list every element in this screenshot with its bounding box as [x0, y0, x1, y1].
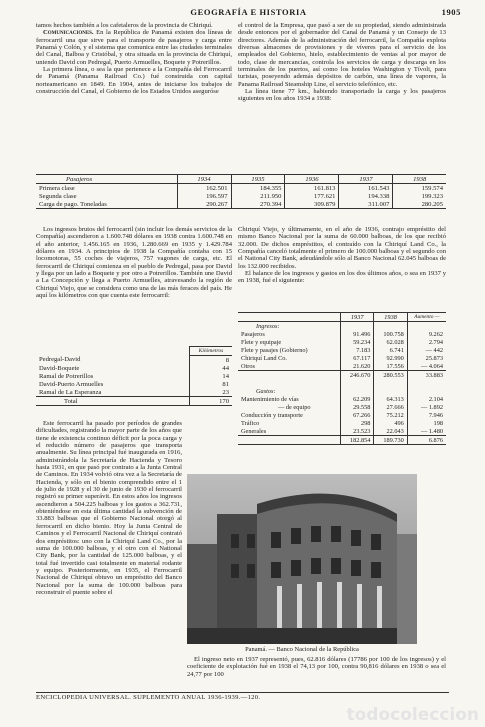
- table-header: 1938: [374, 313, 407, 322]
- table-row: [36, 380, 232, 388]
- cell: — 1.480: [407, 427, 446, 436]
- lower-left-column: [36, 420, 182, 596]
- cell: 159.574: [393, 184, 446, 193]
- spacer-row: [238, 379, 446, 387]
- cell: 17.556: [374, 362, 407, 371]
- cell: 496: [374, 419, 407, 427]
- spacer: [238, 313, 341, 322]
- row-label: Segunda clase: [39, 192, 77, 200]
- table-row: [36, 200, 446, 209]
- table-header: 1937: [341, 313, 374, 322]
- cell: — 1.892: [407, 403, 446, 411]
- subtotal-row: [238, 371, 446, 380]
- spacer: [36, 347, 190, 356]
- traffic-table: [36, 174, 446, 209]
- table-row: [36, 388, 232, 397]
- row-label: Primera clase: [39, 184, 75, 192]
- cell: 270.394: [231, 200, 285, 209]
- cell: 161.543: [339, 184, 393, 193]
- spacer: [341, 322, 374, 331]
- cell: 25.873: [407, 354, 446, 362]
- top-right-column: [238, 22, 446, 103]
- cell: 184.355: [231, 184, 285, 193]
- balance-table: [238, 312, 446, 445]
- table-header-row: [238, 313, 446, 322]
- row-label: Tráfico: [241, 419, 260, 427]
- cell: 92.990: [374, 354, 407, 362]
- row-label: Mantenimiento de vías: [241, 395, 299, 403]
- table-row: [238, 411, 446, 419]
- table-header: 1936: [285, 175, 339, 184]
- paragraph: Los ingresos brutos del ferrocarril (sin incluir los demás servicios de la Compañía) ascendieron a 1.600.748 dólares en 1938 contra 1.600.748 en el año anterior, 1.456.165 en 1936, 1.280.669 en 1935 y 1.429.784 dólares en 1934. A principios de 1938 la Compañía contaba con 15 locomotoras, 55 coches de viajeros, 757 vagones de carga, etc. El ferrocarril de Chiriquí comienza en el pueblo de Pedregal, pasa por David y llega por un lado a Boquete y por otro a Potrerillos. También une David a La Concepción y llega a Puerto Armuelles, atravesando la región de Chiriquí Viejo, que se considera como una de las más feraces del país. He aquí los kilómetros con que cuenta este ferrocarril:: [36, 226, 232, 300]
- cell: 62.028: [374, 338, 407, 346]
- paragraph-text: En la República de Panamá existen dos líneas de ferrocarril una que sirve para el transporte de pasajeros y carga entre Panamá y Colón, y el sistema que comunica entre las ciudades terminales del Canal, Balboa y Cristóbal, y otra situada en la provincia de Chiriquí, uniendo David con Pedregal, Puerto Armuelles, Boquete y Potrerillos.: [36, 29, 232, 66]
- page-header: [36, 7, 461, 19]
- table-row: [238, 419, 446, 427]
- row-label: Generales: [241, 427, 267, 435]
- section-label: Gastos:: [256, 387, 276, 395]
- section-label: Ingresos:: [256, 322, 280, 330]
- table-row: [36, 372, 232, 380]
- spacer: [407, 387, 446, 395]
- row-label: Flete y pasajes (Gobierno): [241, 346, 308, 354]
- spacer: [374, 387, 407, 395]
- row-label: Carga de pago. Toneladas: [39, 200, 107, 208]
- table-header: Kilómetros: [190, 347, 233, 356]
- page-number: 1905: [441, 7, 461, 17]
- section-row: [238, 387, 446, 395]
- paragraph: tamos hechos también a los cafetaleros de la provincia de Chiriquí.: [36, 22, 213, 29]
- row-label: Chiriquí Land Co.: [241, 354, 287, 362]
- cell: 189.730: [374, 436, 407, 445]
- cell: 280.205: [393, 200, 446, 209]
- subtotal-row: [238, 436, 446, 445]
- table-row: [238, 362, 446, 371]
- cell: 280.553: [374, 371, 407, 380]
- cell: — 4.064: [407, 362, 446, 371]
- table-header: Aumento —: [407, 313, 446, 322]
- photo-drawing: [187, 474, 417, 644]
- cell: 199.323: [393, 192, 446, 200]
- cell: 311.007: [339, 200, 393, 209]
- row-label: Conducción y transporte: [241, 411, 303, 419]
- row-label: Otros: [241, 362, 255, 370]
- cell: 91.496: [341, 330, 374, 338]
- table-header: 1937: [339, 175, 393, 184]
- cell: 27.666: [374, 403, 407, 411]
- table-row: [238, 338, 446, 346]
- lower-right-column: [187, 656, 446, 678]
- cell: 33.883: [407, 371, 446, 380]
- table-row: [238, 346, 446, 354]
- cell: 67.117: [341, 354, 374, 362]
- table-header: 1938: [393, 175, 446, 184]
- cell: 100.758: [374, 330, 407, 338]
- spacer: [238, 379, 341, 387]
- table-row: [36, 356, 232, 365]
- watermark-logo: todocoleccion: [346, 705, 479, 725]
- cell: 298: [341, 419, 374, 427]
- cell: 6.741: [374, 346, 407, 354]
- cell: 2.104: [407, 395, 446, 403]
- table-row: [36, 364, 232, 372]
- cell: 29.558: [341, 403, 374, 411]
- top-left-column: [36, 22, 232, 95]
- table-header-row: [36, 347, 232, 356]
- cell: 67.266: [341, 411, 374, 419]
- spacer: [374, 322, 407, 331]
- table-row: [36, 192, 446, 200]
- spacer: [341, 387, 374, 395]
- cell: 6.876: [407, 436, 446, 445]
- table-header-row: [36, 175, 446, 184]
- spacer: [407, 379, 446, 387]
- mid-left-column: [36, 226, 232, 299]
- bank-building-photo: [187, 474, 417, 644]
- footer-rule: [36, 692, 449, 693]
- table-row: [238, 427, 446, 436]
- paragraph: Chiriquí Viejo, y últimamente, en el año de 1936, contrajo empréstito del mismo Banco Nacional por la suma de 60.000 balboas, de los que recibió 32.000. De dichos empréstitos, el contraído con la Chiriquí Land Co., la Compañía canceló totalmente el primero de 100.000 balboas y el segundo con el National City Bank, adeudándole sólo al Banco Nacional 62.045 balboas de los 132.000 recibidos.: [238, 226, 446, 270]
- row-label: David-Puerto Armuelles: [39, 380, 104, 388]
- cell: 196.597: [177, 192, 231, 200]
- cell: 23: [190, 388, 233, 397]
- cell: 75.212: [374, 411, 407, 419]
- table-row: [238, 395, 446, 403]
- paragraph: El ingreso neto en 1937 representó, pues, 62.816 dólares (17786 por 100 de los ingresos) y el coeficiente de explotación fué en 1938 el 74,13 por 100, contra 90,816 dólares en 1938 o sea el 24,77 por 100: [187, 656, 446, 678]
- paragraph: [36, 29, 232, 66]
- cell: 309.879: [285, 200, 339, 209]
- cell: 81: [190, 380, 233, 388]
- cell: 7.946: [407, 411, 446, 419]
- paragraph: La primera línea, o sea la que pertenece a la Compañía del Ferrocarril de Panamá (Panama Railroad Co.) fué construida con capital norteamericano en 1849. En 1904, antes de iniciarse los trabajos de construcción del Canal, el Gobierno de los Estados Unidos aseguróse: [36, 66, 232, 96]
- paragraph: El balance de los ingresos y gastos en los dos últimos años, o sea en 1937 y en 1938, fué el siguiente:: [238, 270, 446, 285]
- cell: 211.950: [231, 192, 285, 200]
- spacer: [407, 322, 446, 331]
- cell: 64.313: [374, 395, 407, 403]
- paragraph: La línea tiene 77 km., habiendo transportado la carga y los pasajeros siguientes en los años 1934 a 1938:: [238, 88, 446, 103]
- page-footer: ENCICLOPEDIA UNIVERSAL. SUPLEMENTO ANUAL 1936-1939.—120.: [36, 694, 261, 701]
- table-row: [36, 184, 446, 193]
- table-row: [238, 330, 446, 338]
- spacer: [341, 379, 374, 387]
- cell: 246.670: [341, 371, 374, 380]
- cell: 2.794: [407, 338, 446, 346]
- paragraph: el control de la Empresa, que pasó a ser de su propiedad, siendo administrada desde entonces por el gobernador del Canal de Panamá y un Consejo de 13 directores. Además de la administración del ferrocarril, la Compañía explota diversas almacenes de provisiones y de víveres para el servicio de los empleados del Gobierno, hielo, establecimiento de ventas al por mayor de todo, clase de mercancías, controla los servicios de carga y descarga en los terminales de los puertos, así como los hoteles Washington y Tívoli, para turistas, poseyendo además depósitos de carbón, una línea de vapores, la Panama Railroad Steamship Line, el servicio telefónico, etc.: [238, 22, 446, 88]
- header-title: GEOGRAFÍA E HISTORIA: [190, 7, 307, 17]
- table-header: Pasajeros: [36, 175, 177, 184]
- spacer: [238, 371, 341, 380]
- cell: 8: [190, 356, 233, 365]
- photo-caption: Panamá. — Banco Nacional de la República: [245, 646, 359, 653]
- row-label: Ramal de Potrerillos: [39, 372, 94, 380]
- cell: 290.267: [177, 200, 231, 209]
- cell: 194.338: [339, 192, 393, 200]
- row-label: Ramal de La Esperanza: [39, 388, 102, 396]
- kilometers-table: [36, 346, 232, 406]
- row-label: Pedregal-David: [39, 356, 81, 364]
- cell: 62.209: [341, 395, 374, 403]
- cell: 14: [190, 372, 233, 380]
- cell: 7.183: [341, 346, 374, 354]
- table-header: 1934: [177, 175, 231, 184]
- cell: 182.854: [341, 436, 374, 445]
- cell: 161.813: [285, 184, 339, 193]
- row-label: Pasajeros: [241, 330, 265, 338]
- cell: — 442: [407, 346, 446, 354]
- cell: 59.234: [341, 338, 374, 346]
- cell: 177.621: [285, 192, 339, 200]
- cell: 198: [407, 419, 446, 427]
- row-label: — de equipo: [278, 403, 311, 411]
- row-label: Flete y equipaje: [241, 338, 282, 346]
- cell: 23.523: [341, 427, 374, 436]
- table-total-row: [36, 397, 232, 406]
- spacer: [238, 436, 341, 445]
- cell: 22.043: [374, 427, 407, 436]
- cell: 44: [190, 364, 233, 372]
- table-row: [238, 403, 446, 411]
- cell: 9.262: [407, 330, 446, 338]
- row-label: David-Boquete: [39, 364, 80, 372]
- paragraph: Este ferrocarril ha pasado por períodos de grandes dificultades, registrando la mayor parte de los años que tiene de existencia continuo déficit por la poca carga y el reducido número de pasajeros que transporta anualmente. Su línea principal fué inaugurada en 1916, administrándola la Secretaría de Hacienda y Tesoro hasta 1931, en que pasó por contrato a la Junta Central de Caminos. En 1934 volvió otra vez a la Secretaría de Hacienda, y sólo en el bienio comprendido entre el 1 de julio de 1928 y el 30 de junio de 1930 el ferrocarril registró su primer superávit. En estos años los ingresos ascendieron a 504.225 balboas y los gastos a 362.731, obteniéndose en esta última cantidad la subvención de 33.883 balboas que el Gobierno Nacional otorgó al ferrocarril en dicho bienio. Hoy la Junta Central de Caminos y el Ferrocarril Nacional de Chiriquí contrató dos empréstitos: uno con la Chiriquí Land Co., por la suma de 100.000 balboas, y el otro con el National City Bank, por la cantidad de 125.000 balboas, y el total fué invertido casi totalmente en material rodante y equipo. Posteriormente, en 1935, el Ferrocarril Nacional de Chiriquí obtuvo un empréstito del Banco Nacional por la suma de 100.000 balboas para reconstruir el puente sobre el: [36, 420, 182, 596]
- cell: 21.620: [341, 362, 374, 371]
- mid-right-column: [238, 226, 446, 285]
- total-value: 170: [190, 397, 233, 406]
- section-row: [238, 322, 446, 331]
- total-label: Total: [64, 397, 78, 405]
- table-row: [238, 354, 446, 362]
- spacer: [374, 379, 407, 387]
- cell: 162.501: [177, 184, 231, 193]
- table-header: 1935: [231, 175, 285, 184]
- section-lead: Comunicaciones.: [43, 29, 94, 37]
